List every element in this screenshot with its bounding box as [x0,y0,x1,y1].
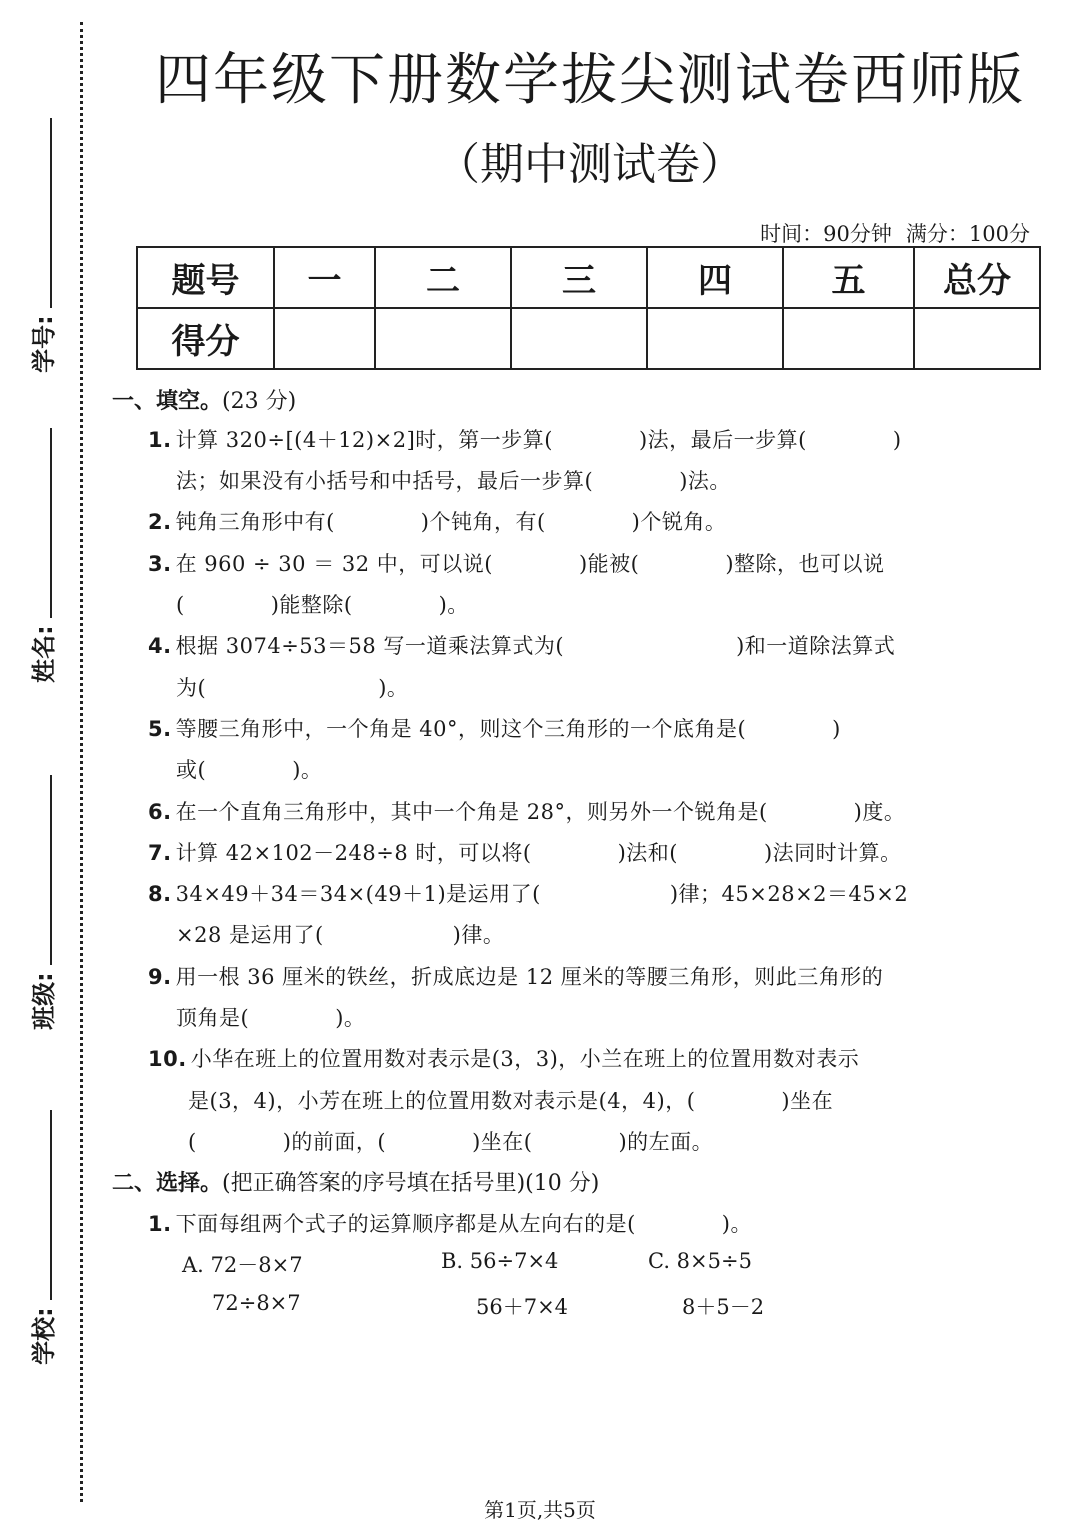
question-text: 34×49＋34＝34×(49＋1)是运用了( )律；45×28×2＝45×2 [175,882,909,906]
question-text: 或( )。 [176,758,323,782]
question-number: 9. [148,965,172,989]
student-id-field[interactable] [0,118,80,378]
score-table-header-row [137,247,1040,308]
score-header-cell: 题号 [137,247,274,308]
page-subtitle: （期中测试卷） [436,139,744,190]
question-text: 下面每组两个式子的运算顺序都是从左向右的是( )。 [175,1212,752,1236]
school-underline [50,1110,52,1300]
option-a-line1[interactable]: A. 72－8×7 [182,1253,303,1277]
question-text: 根据 3074÷53＝58 写一道乘法算式为( )和一道除法算式 [175,634,896,658]
section-1-title: 一、填空。 [112,389,223,414]
question-line [188,1126,713,1156]
question-line [176,1002,365,1032]
option-c-line1[interactable]: C. 8×5÷5 [648,1249,752,1273]
question-text: 在 960 ÷ 30 ＝ 32 中，可以说( )能被( )整除，也可以说 [175,552,885,576]
student-id-underline [50,118,52,308]
question-line [176,465,731,495]
question-line [188,1085,833,1115]
section-2-note: (把正确答案的序号填在括号里)(10 分) [222,1171,600,1196]
question-number: 4. [148,634,172,658]
question-line [176,672,408,702]
class-underline [50,775,52,965]
score-table [136,246,1041,370]
question-line [148,837,902,867]
name-field[interactable] [0,428,80,688]
binding-dotted-line [80,22,83,1502]
score-table-score-row [137,308,1040,369]
exam-info [746,218,1030,248]
option-b-line1[interactable]: B. 56÷7×4 [441,1249,559,1273]
question-number: 6. [148,800,172,824]
score-input-cell[interactable] [914,308,1040,369]
score-header-cell: 五 [783,247,914,308]
question-line [176,754,322,784]
question-line [148,878,908,908]
question-line [176,919,504,949]
option-c-line2: 8＋5－2 [682,1295,765,1319]
question-text: 顶角是( )。 [176,1006,366,1030]
name-label: 姓名: [30,625,58,683]
question-number: 10. [148,1047,187,1071]
score-row-label: 得分 [137,308,274,369]
question-text: 用一根 36 厘米的铁丝，折成底边是 12 厘米的等腰三角形，则此三角形的 [175,965,884,989]
question-number: 3. [148,552,172,576]
question-line [148,713,841,743]
question-text: 等腰三角形中，一个角是 40°，则这个三角形的一个底角是( ) [175,717,841,741]
section-2-title: 二、选择。 [112,1171,223,1196]
question-text: 计算 320÷[(4＋12)×2]时，第一步算( )法，最后一步算( ) [175,428,902,452]
question-line [148,630,895,660]
school-label: 学校: [30,1307,58,1365]
question-number: 2. [148,510,172,534]
question-text: 钝角三角形中有( )个钝角，有( )个锐角。 [175,510,727,534]
score-input-cell[interactable] [647,308,783,369]
score-input-cell[interactable] [375,308,511,369]
score-input-cell[interactable] [511,308,647,369]
question-text: 是(3，4)，小芳在班上的位置用数对表示是(4，4)，( )坐在 [188,1089,834,1113]
question-line [176,589,469,619]
score-header-cell: 二 [375,247,511,308]
option-a-line2: 72÷8×7 [212,1291,301,1315]
question-number: 1. [148,428,172,452]
question-line [148,961,883,991]
question-number: 7. [148,841,172,865]
question-text: 计算 42×102－248÷8 时，可以将( )法和( )法同时计算。 [175,841,902,865]
page-title: 四年级下册数学拔尖测试卷西师版 [155,48,1025,113]
question-text: ×28 是运用了( )律。 [176,923,505,947]
question-text: 法；如果没有小括号和中括号，最后一步算( )法。 [176,469,731,493]
name-underline [50,428,52,618]
question-text: 为( )。 [176,676,409,700]
option-b-line2: 56＋7×4 [476,1295,569,1319]
score-header-cell: 四 [647,247,783,308]
question-line [148,1043,859,1073]
section-1-note: (23 分) [222,389,297,414]
question-line [148,548,885,578]
section-1-heading [112,384,296,415]
question-text: 小华在班上的位置用数对表示是(3，3)，小兰在班上的位置用数对表示 [190,1047,860,1071]
score-input-cell[interactable] [783,308,914,369]
time-limit: 时间：90分钟 [760,222,892,246]
student-id-label: 学号: [30,315,58,373]
score-header-cell: 三 [511,247,647,308]
question-line [148,1208,752,1238]
section-2-heading [112,1166,599,1197]
question-line [148,796,905,826]
score-input-cell[interactable] [274,308,375,369]
question-text: ( )能整除( )。 [176,593,469,617]
question-line [148,506,726,536]
school-field[interactable] [0,1110,80,1370]
page-footer: 第1页,共5页 [484,1498,596,1522]
full-score: 满分：100分 [905,222,1030,246]
class-field[interactable] [0,775,80,1035]
question-number: 8. [148,882,172,906]
score-header-cell: 总分 [914,247,1040,308]
question-text: 在一个直角三角形中，其中一个角是 28°，则另外一个锐角是( )度。 [175,800,906,824]
question-number: 1. [148,1212,172,1236]
class-label: 班级: [30,972,58,1030]
question-line [148,424,902,454]
question-text: ( )的前面，( )坐在( )的左面。 [188,1130,714,1154]
score-header-cell: 一 [274,247,375,308]
question-number: 5. [148,717,172,741]
